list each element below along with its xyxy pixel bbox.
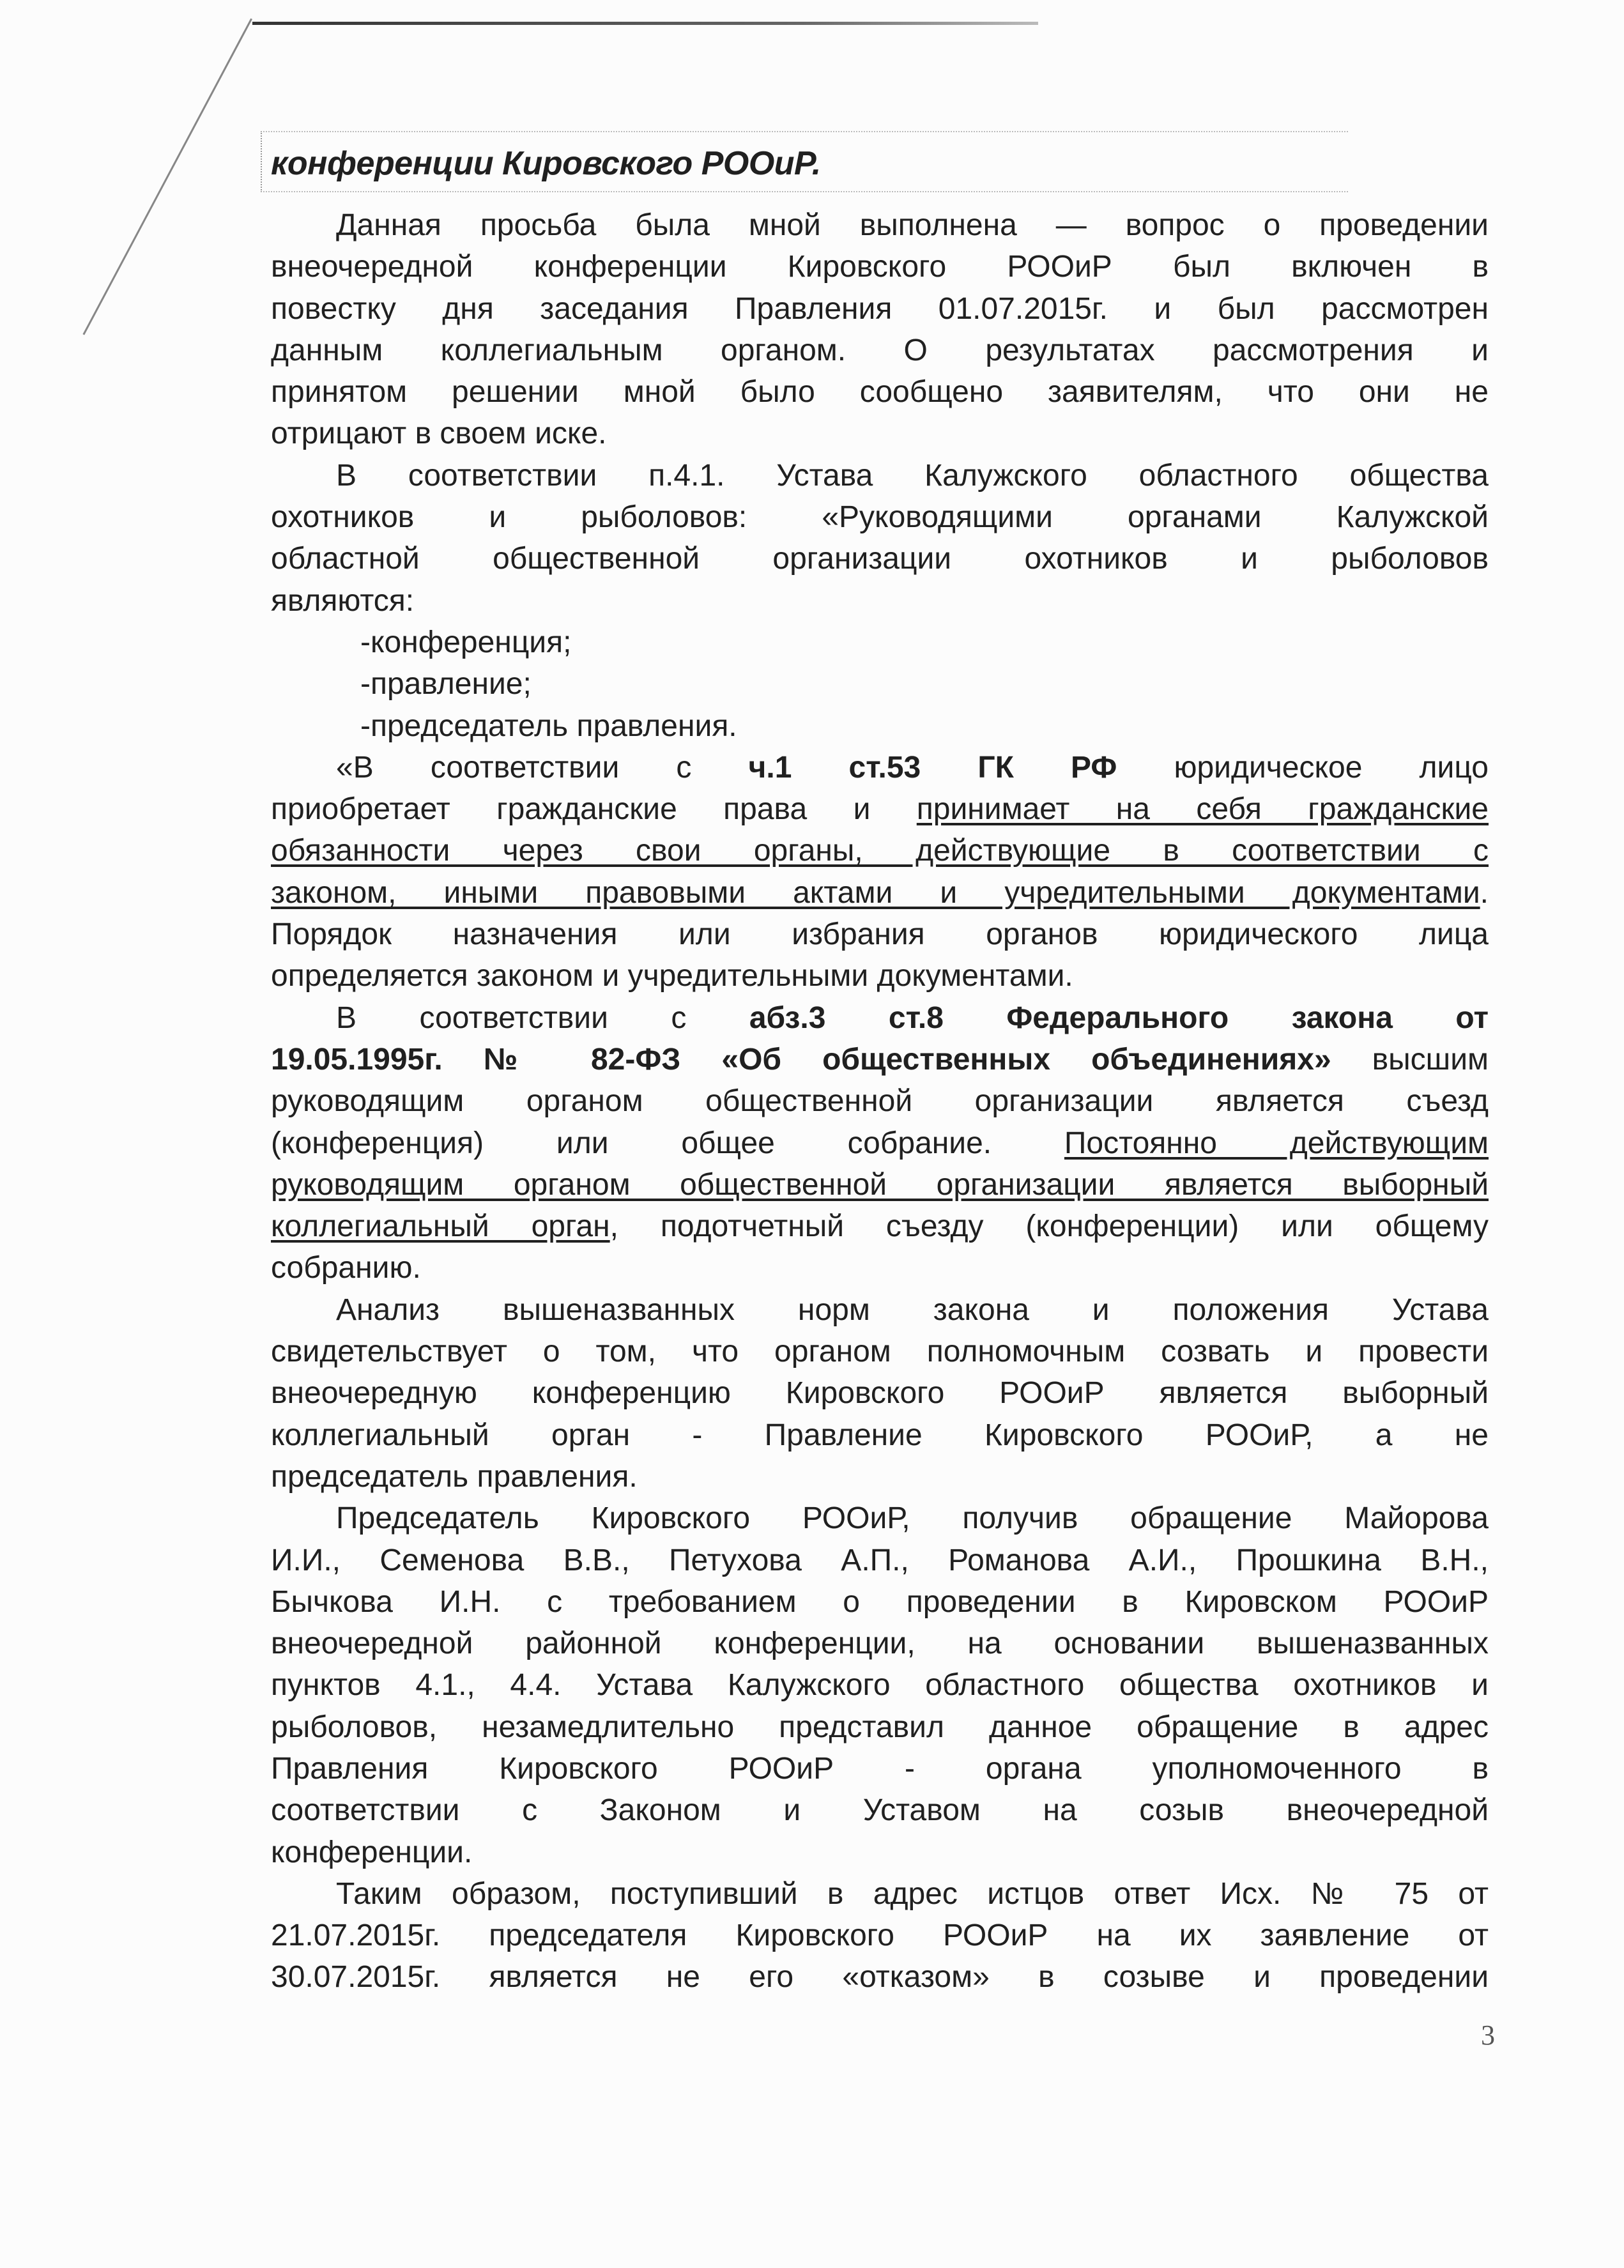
text-line: [271, 1123, 1489, 1164]
text-line: [271, 1706, 1489, 1748]
paragraph: [271, 1873, 1489, 1998]
text-line: [271, 330, 1489, 371]
text-segment: -правление;: [360, 667, 532, 701]
paragraph: [271, 663, 1489, 705]
underlined-text: Постоянно действующим: [1064, 1126, 1489, 1160]
text-line: [271, 1039, 1489, 1080]
text-line: [271, 1623, 1489, 1664]
text-line: [271, 914, 1489, 955]
text-line: [271, 955, 1489, 997]
text-segment: собранию.: [271, 1251, 421, 1285]
text-line: [271, 1080, 1489, 1122]
text-segment: внеочередной районной конференции, на основании вышеназванных: [271, 1627, 1489, 1661]
text-segment: Анализ вышеназванных норм закона и положения Устава: [336, 1292, 1489, 1327]
scan-edge-diagonal: [82, 19, 252, 335]
text-segment: областной общественной организации охотников и рыболовов: [271, 542, 1489, 576]
text-line: [271, 1540, 1489, 1581]
text-segment: юридическое лицо: [1117, 750, 1489, 785]
bold-text: абз.3 ст.8 Федерального закона от: [749, 1000, 1489, 1035]
text-segment: Бычкова И.Н. с требованием о проведении в Кировском РООиР: [271, 1584, 1489, 1619]
text-line: [271, 1331, 1489, 1372]
text-line: [271, 204, 1489, 246]
text-line: [271, 1289, 1489, 1331]
text-segment: В соответствии п.4.1. Устава Калужского областного общества: [336, 458, 1489, 493]
text-line: [271, 622, 1489, 663]
text-line: [271, 1372, 1489, 1414]
text-segment: рыболовов, незамедлительно представил данное обращение в адрес: [271, 1710, 1489, 1744]
text-segment: приобретает гражданские права и: [271, 792, 917, 827]
text-segment: принятом решении мной было сообщено заявителям, что они не: [271, 375, 1489, 410]
text-segment: определяется законом и учредительными документами.: [271, 959, 1073, 993]
underlined-text: коллегиальный орган: [271, 1209, 610, 1244]
text-line: [271, 1789, 1489, 1831]
text-segment: соответствии с Законом и Уставом на созыв внеочередной: [271, 1793, 1489, 1828]
paragraph: [271, 997, 1489, 1289]
text-segment: руководящим органом общественной организации является съезд: [271, 1084, 1489, 1119]
scan-edge-line: [252, 22, 1038, 25]
text-segment: высшим: [1331, 1042, 1489, 1077]
text-segment: внеочередную конференцию Кировского РООиР является выборный: [271, 1376, 1489, 1411]
page-heading: конференции Кировского РООиР.: [271, 145, 821, 182]
paragraph: [271, 1498, 1489, 1873]
paragraph: [271, 747, 1489, 997]
text-line: [271, 455, 1489, 496]
text-line: [271, 413, 1489, 454]
text-segment: (конференция) или общее собрание.: [271, 1126, 1064, 1160]
text-line: [271, 705, 1489, 747]
text-segment: пунктов 4.1., 4.4. Устава Калужского областного общества охотников и: [271, 1668, 1489, 1703]
text-line: [271, 1832, 1489, 1873]
text-line: [271, 371, 1489, 413]
paragraph: [271, 1289, 1489, 1498]
text-line: [271, 1748, 1489, 1789]
paragraph: [271, 622, 1489, 663]
text-segment: председатель правления.: [271, 1459, 638, 1494]
text-line: [271, 580, 1489, 622]
underlined-text: принимает на себя гражданские: [916, 792, 1489, 827]
text-line: [271, 1664, 1489, 1706]
text-segment: Порядок назначения или избрания органов юридического лица: [271, 917, 1489, 952]
text-line: [271, 496, 1489, 538]
text-segment: Председатель Кировского РООиР, получив обращение Майорова: [336, 1501, 1489, 1536]
text-segment: являются:: [271, 583, 415, 618]
underlined-text: руководящим органом общественной организации является выборный: [271, 1167, 1489, 1202]
text-segment: -председатель правления.: [360, 709, 737, 743]
text-segment: внеочередной конференции Кировского РООиР был включен в: [271, 250, 1489, 284]
text-segment: охотников и рыболовов: «Руководящими органами Калужской: [271, 500, 1489, 535]
text-line: [271, 1581, 1489, 1623]
bold-text: 19.05.1995г. № 82-ФЗ «Об общественных объединениях»: [271, 1042, 1331, 1077]
document-body: [271, 204, 1489, 1998]
underlined-text: законом, иными правовыми актами и учредительными документами: [271, 875, 1480, 910]
text-line: [271, 788, 1489, 830]
text-segment: -конференция;: [360, 625, 572, 659]
paragraph: [271, 705, 1489, 747]
text-segment: Правления Кировского РООиР - органа уполномоченного в: [271, 1751, 1489, 1786]
text-line: [271, 288, 1489, 330]
text-segment: 30.07.2015г. является не его «отказом» в созыве и проведении: [271, 1960, 1489, 1995]
text-line: [271, 747, 1489, 788]
text-segment: И.И., Семенова В.В., Петухова А.П., Романова А.И., Прошкина В.Н.,: [271, 1543, 1489, 1577]
text-segment: Данная просьба была мной выполнена — вопрос о проведении: [336, 208, 1489, 242]
text-segment: Таким образом, поступивший в адрес истцов ответ Исх. № 75 от: [336, 1876, 1489, 1911]
text-line: [271, 1247, 1489, 1289]
bold-text: ч.1 ст.53 ГК РФ: [748, 750, 1117, 785]
paragraph: [271, 204, 1489, 455]
text-line: [271, 872, 1489, 914]
text-segment: «В соответствии с: [336, 750, 749, 785]
text-line: [271, 997, 1489, 1039]
text-line: [271, 1164, 1489, 1206]
text-segment: коллегиальный орган - Правление Кировского РООиР, а не: [271, 1418, 1489, 1452]
text-line: [271, 1498, 1489, 1539]
text-line: [271, 246, 1489, 287]
text-segment: , подотчетный съезду (конференции) или общему: [609, 1209, 1489, 1244]
text-segment: отрицают в своем иске.: [271, 417, 607, 451]
text-line: [271, 1414, 1489, 1456]
text-line: [271, 1206, 1489, 1247]
text-segment: .: [1480, 875, 1489, 910]
text-line: [271, 663, 1489, 705]
page-number: 3: [1481, 2019, 1495, 2051]
text-segment: В соответствии с: [336, 1000, 749, 1035]
text-line: [271, 538, 1489, 579]
text-line: [271, 1873, 1489, 1915]
text-segment: свидетельствует о том, что органом полномочным созвать и провести: [271, 1335, 1489, 1369]
text-line: [271, 830, 1489, 871]
text-segment: повестку дня заседания Правления 01.07.2015г. и был рассмотрен: [271, 291, 1489, 326]
text-segment: данным коллегиальным органом. О результатах рассмотрения и: [271, 333, 1489, 367]
text-line: [271, 1956, 1489, 1998]
paragraph: [271, 455, 1489, 622]
text-segment: 21.07.2015г. председателя Кировского РООиР на их заявление от: [271, 1919, 1489, 1953]
text-segment: конференции.: [271, 1835, 473, 1869]
text-line: [271, 1456, 1489, 1498]
underlined-text: обязанности через свои органы, действующие в соответствии с: [271, 834, 1489, 868]
text-line: [271, 1915, 1489, 1956]
